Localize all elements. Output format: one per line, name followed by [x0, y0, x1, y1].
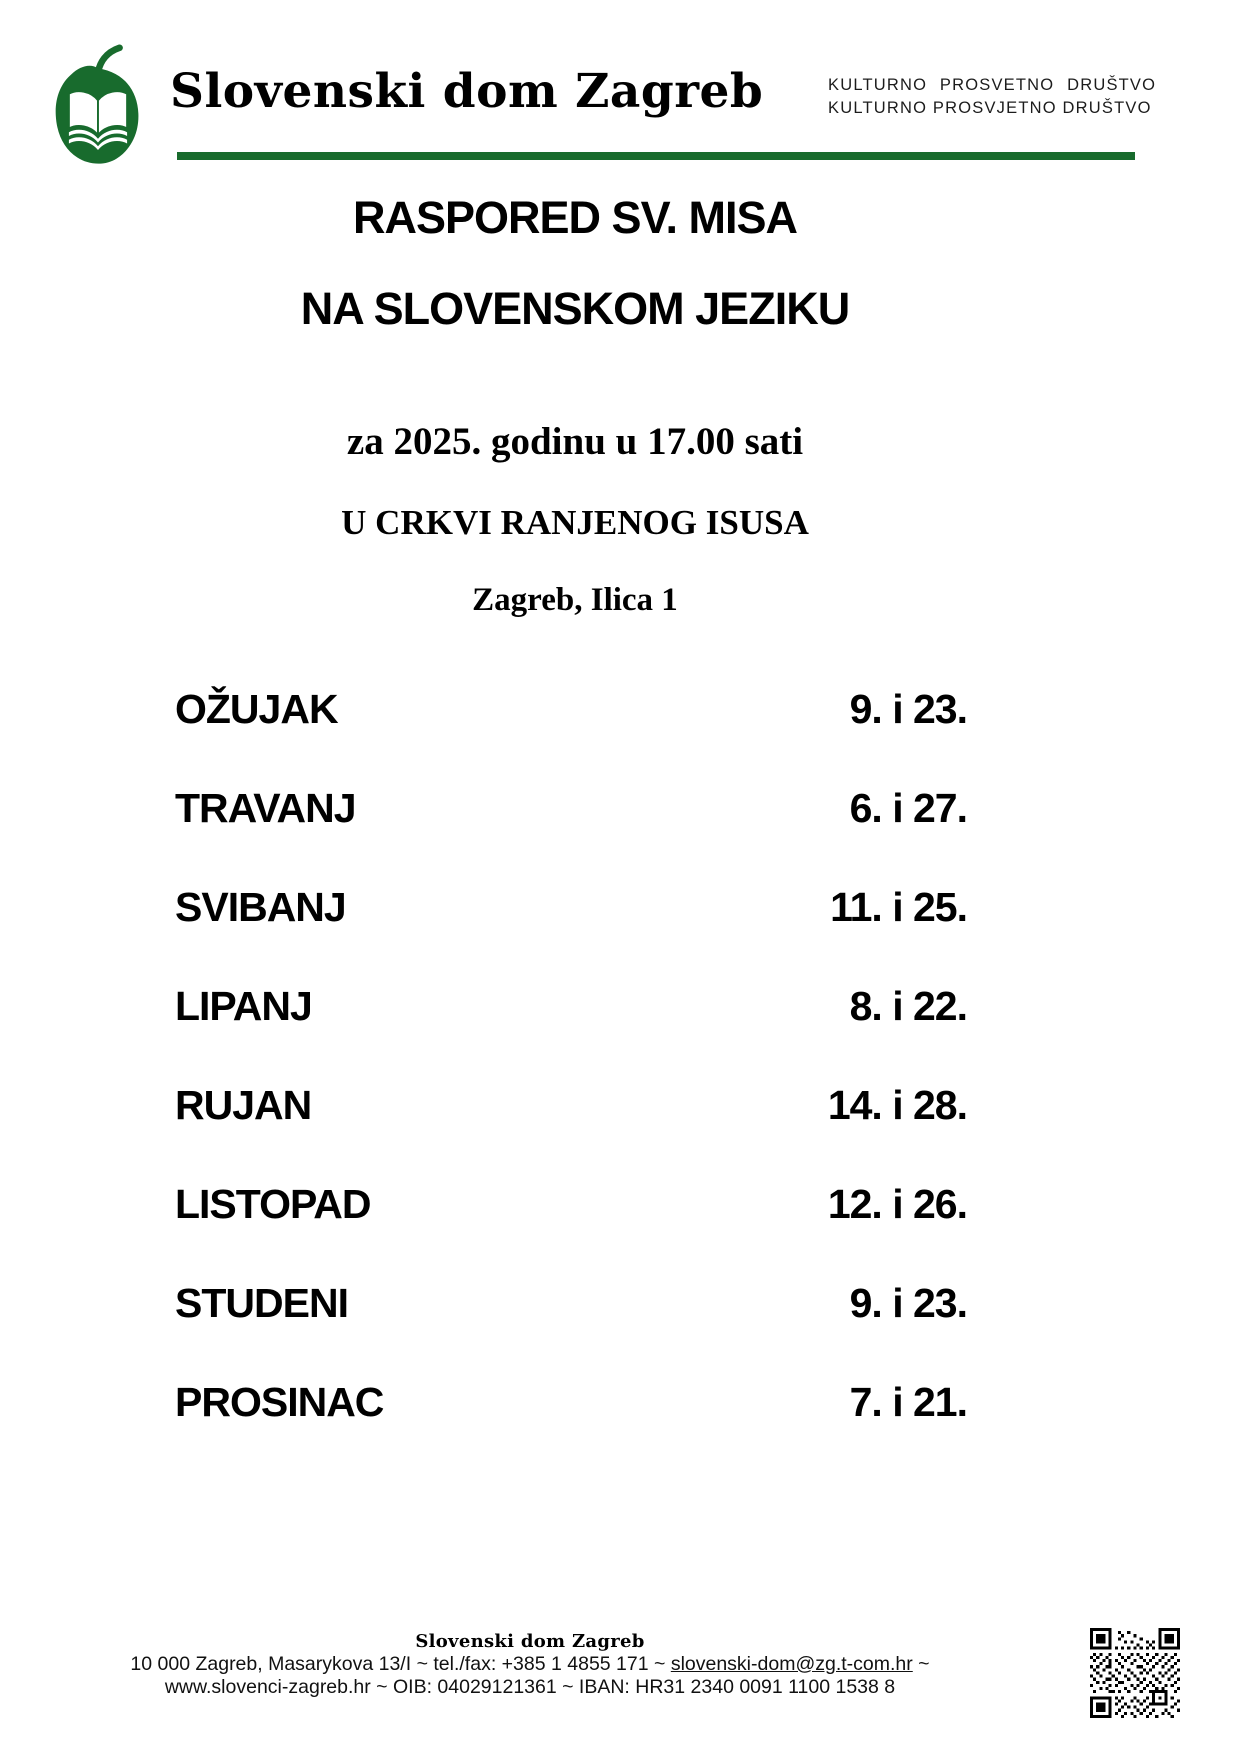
schedule-row [175, 985, 967, 1027]
month-label: TRAVANJ [175, 785, 356, 831]
schedule-row [175, 688, 967, 730]
footer-address-phone: 10 000 Zagreb, Masarykova 13/I ~ tel./fax: +385 1 4855 171 ~ [130, 1653, 671, 1675]
dates-value: 7. i 21. [849, 1379, 967, 1425]
schedule-row [175, 1282, 967, 1324]
dates-value: 8. i 22. [849, 983, 967, 1029]
title-line-1: RASPORED SV. MISA [353, 192, 797, 243]
footer [0, 1630, 1060, 1699]
schedule-row [175, 787, 967, 829]
title-line-2: NA SLOVENSKOM JEZIKU [300, 283, 850, 334]
leaf-book-logo-icon [50, 44, 146, 166]
schedule-row [175, 1084, 967, 1126]
month-label: LIPANJ [175, 983, 312, 1029]
mass-schedule [175, 688, 967, 1480]
header-rule [177, 152, 1135, 160]
dates-value: 12. i 26. [827, 1181, 967, 1227]
month-label: STUDENI [175, 1280, 348, 1326]
subtitle-line-1: KULTURNO PROSVETNO DRUŠTVO [828, 76, 1157, 94]
month-label: PROSINAC [175, 1379, 384, 1425]
month-label: LISTOPAD [175, 1181, 371, 1227]
org-subtitle [828, 74, 1156, 120]
month-label: OŽUJAK [175, 686, 338, 732]
schedule-row [175, 1381, 967, 1423]
footer-org-name: Slovenski dom Zagreb [415, 1631, 645, 1652]
month-label: RUJAN [175, 1082, 312, 1128]
footer-contact-line [0, 1653, 1060, 1676]
dates-value: 9. i 23. [849, 686, 967, 732]
schedule-row [175, 1183, 967, 1225]
church-line: U CRKVI RANJENOG ISUSA [341, 503, 809, 542]
schedule-row [175, 886, 967, 928]
qr-code-icon [1090, 1628, 1180, 1718]
footer-line1-suffix: ~ [912, 1653, 930, 1675]
dates-value: 11. i 25. [830, 884, 967, 930]
dates-value: 9. i 23. [849, 1280, 967, 1326]
email-link[interactable]: slovenski-dom@zg.t-com.hr [670, 1653, 913, 1675]
month-label: SVIBANJ [175, 884, 346, 930]
subtitle-line-2: KULTURNO PROSVJETNO DRUŠTVO [828, 99, 1152, 117]
org-title: Slovenski dom Zagreb [170, 64, 764, 119]
dates-value: 14. i 28. [827, 1082, 967, 1128]
dates-value: 6. i 27. [849, 785, 967, 831]
year-time-line: za 2025. godinu u 17.00 sati [346, 420, 804, 463]
footer-web-oib-iban-line: www.slovenci-zagreb.hr ~ OIB: 04029121361 ~ IBAN: HR31 2340 0091 1100 1538 8 [164, 1676, 896, 1698]
address-line: Zagreb, Ilica 1 [472, 582, 678, 618]
